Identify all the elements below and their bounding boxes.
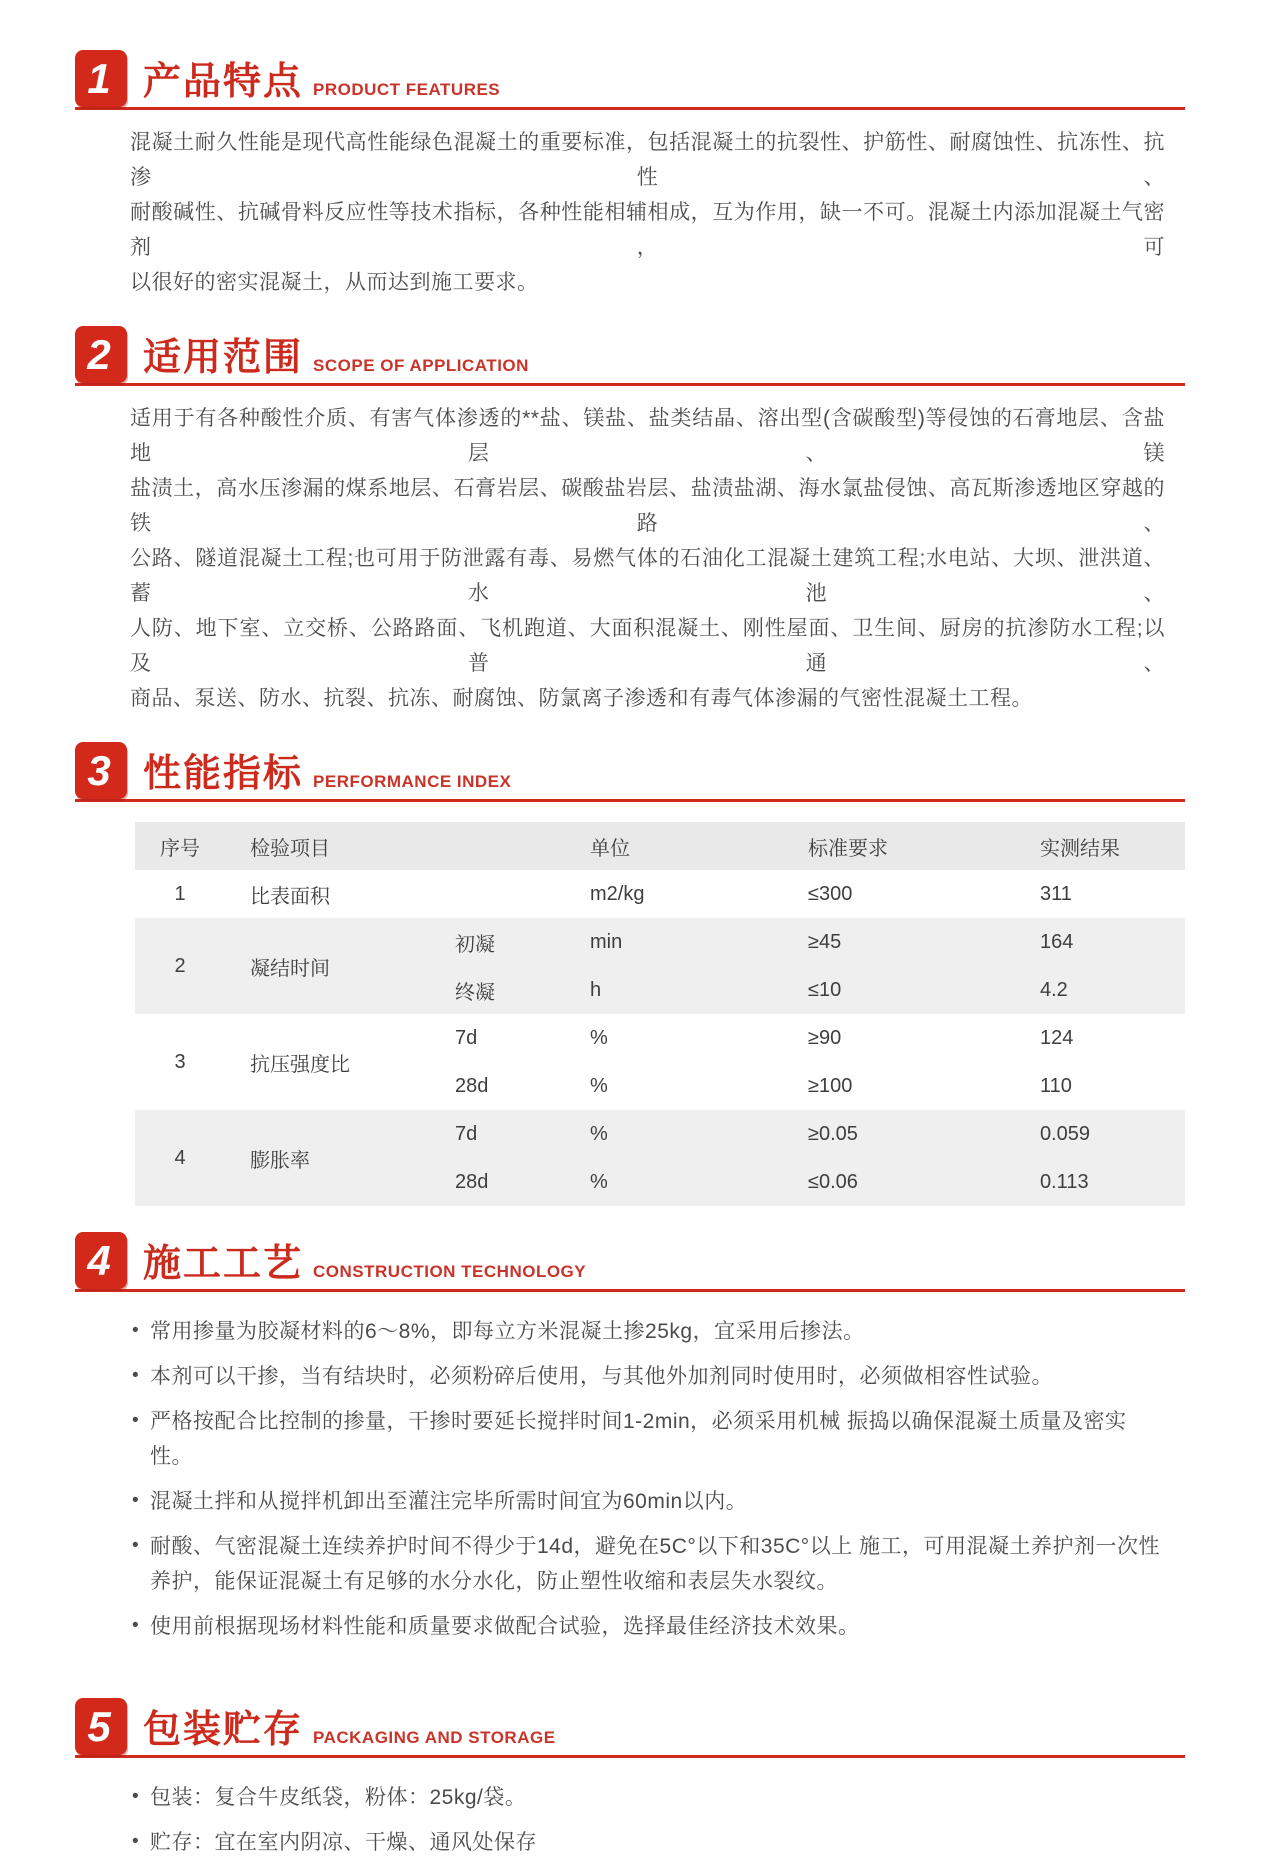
section-packaging-storage — [0, 1698, 1280, 1860]
result-cell: 0.113 — [1040, 1170, 1089, 1193]
bullet-item: • 使用前根据现场材料性能和质量要求做配合试验，选择最佳经济技术效果。 — [130, 1609, 1168, 1644]
section-title-cn: 适用范围 — [143, 337, 304, 379]
table-header-row — [135, 822, 1185, 870]
paragraph-line: 混凝土耐久性能是现代高性能绿色混凝土的重要标准，包括混凝土的抗裂性、护筋性、耐腐蚀性、抗冻性、抗渗性、 — [130, 131, 1165, 189]
sub-item-cell: 初凝 — [455, 933, 495, 956]
section-title-en: PRODUCT FEATURES — [313, 80, 501, 99]
paragraph-line: 人防、地下室、立交桥、公路路面、飞机跑道、大面积混凝土、刚性屋面、卫生间、厨房的抗渗防水工程;以及普通、 — [130, 617, 1165, 675]
requirement-cell: ≤300 — [808, 882, 853, 905]
section-title-en: PERFORMANCE INDEX — [313, 772, 512, 791]
unit-cell: % — [590, 1026, 608, 1049]
col-header: 检验项目 — [250, 837, 330, 860]
section-4-header — [75, 1232, 1185, 1292]
section-number: 5 — [87, 1702, 111, 1750]
construction-bullet-list — [130, 1314, 1168, 1644]
col-header: 序号 — [160, 837, 200, 860]
item-cell: 凝结时间 — [250, 957, 330, 980]
unit-cell: % — [590, 1122, 608, 1145]
section-title-cn: 产品特点 — [143, 61, 304, 103]
result-cell: 0.059 — [1040, 1122, 1091, 1145]
requirement-cell: ≥0.05 — [808, 1122, 858, 1145]
table-row — [135, 1110, 1185, 1206]
bullet-item: • 严格按配合比控制的掺量，干掺时要延长搅拌时间1-2min，必须采用机械 振捣以确保混凝土质量及密实性。 — [130, 1404, 1168, 1474]
bullet-item: • 贮存：宜在室内阴凉、干燥、通风处保存 — [130, 1825, 1168, 1860]
paragraph-line: 以很好的密实混凝土，从而达到施工要求。 — [130, 271, 539, 294]
section-2-header — [75, 326, 1185, 386]
col-header: 单位 — [590, 837, 630, 860]
performance-index-table — [135, 822, 1185, 1206]
section-title-cn: 包装贮存 — [143, 1709, 304, 1751]
unit-cell: h — [590, 978, 602, 1001]
requirement-cell: ≥90 — [808, 1026, 842, 1049]
table-row — [135, 918, 1185, 1014]
col-header: 标准要求 — [808, 837, 888, 860]
paragraph-line: 盐渍土，高水压渗漏的煤系地层、石膏岩层、碳酸盐岩层、盐渍盐湖、海水氯盐侵蚀、高瓦斯渗透地区穿越的铁路、 — [130, 477, 1165, 535]
section-4-number-badge — [75, 1232, 127, 1289]
result-cell: 311 — [1040, 882, 1072, 905]
item-cell: 抗压强度比 — [250, 1053, 350, 1076]
section-title-en: CONSTRUCTION TECHNOLOGY — [313, 1262, 587, 1281]
section-construction-technology — [0, 1232, 1280, 1644]
section-scope-of-application — [0, 326, 1280, 716]
unit-cell: % — [590, 1170, 608, 1193]
bullet-item: • 常用掺量为胶凝材料的6～8%，即每立方米混凝土掺25kg，宜采用后掺法。 — [130, 1314, 1168, 1349]
section-product-features — [0, 50, 1280, 300]
requirement-cell: ≤0.06 — [808, 1170, 858, 1193]
result-cell: 110 — [1040, 1074, 1072, 1097]
packaging-bullet-list — [130, 1780, 1168, 1860]
row-number-cell: 1 — [174, 882, 186, 905]
section-performance-index — [0, 742, 1280, 1206]
unit-cell: m2/kg — [590, 882, 645, 905]
section-title-en: PACKAGING AND STORAGE — [313, 1728, 556, 1747]
requirement-cell: ≥100 — [808, 1074, 853, 1097]
section-title-en: SCOPE OF APPLICATION — [313, 356, 529, 375]
section-2-number-badge — [75, 326, 127, 383]
paragraph-line: 适用于有各种酸性介质、有害气体渗透的**盐、镁盐、盐类结晶、溶出型(含碳酸型)等侵蚀的石膏地层、含盐地层、镁 — [130, 407, 1165, 465]
section-1-number-badge — [75, 50, 127, 107]
row-number-cell: 4 — [174, 1146, 186, 1169]
section-5-number-badge — [75, 1698, 127, 1755]
row-number-cell: 2 — [174, 954, 186, 977]
paragraph-line: 商品、泵送、防水、抗裂、抗冻、耐腐蚀、防氯离子渗透和有毒气体渗漏的气密性混凝土工程。 — [130, 687, 1033, 710]
section-3-number-badge — [75, 742, 127, 799]
bullet-item: • 包装：复合牛皮纸袋，粉体：25kg/袋。 — [130, 1780, 1168, 1815]
paragraph-line: 公路、隧道混凝土工程;也可用于防泄露有毒、易燃气体的石油化工混凝土建筑工程;水电站、大坝、泄洪道、蓄水池、 — [130, 547, 1165, 605]
bullet-item: • 本剂可以干掺，当有结块时，必须粉碎后使用，与其他外加剂同时使用时，必须做相容性试验。 — [130, 1359, 1168, 1394]
requirement-cell: ≥45 — [808, 930, 842, 953]
product-features-paragraph — [130, 125, 1165, 300]
bullet-item: • 耐酸、气密混凝土连续养护时间不得少于14d，避免在5C°以下和35C°以上 施工，可用混凝土养护剂一次性养护，能保证混凝土有足够的水分水化，防止塑性收缩和表层失水裂纹。 — [130, 1529, 1168, 1599]
col-header: 实测结果 — [1040, 837, 1120, 860]
result-cell: 124 — [1040, 1026, 1074, 1049]
section-number: 2 — [87, 330, 111, 378]
item-cell: 比表面积 — [250, 885, 330, 908]
row-number-cell: 3 — [174, 1050, 186, 1073]
section-title-cn: 性能指标 — [143, 753, 304, 795]
sub-item-cell: 终凝 — [455, 981, 495, 1004]
unit-cell: % — [590, 1074, 608, 1097]
scope-paragraph — [130, 401, 1165, 716]
sub-item-cell: 28d — [455, 1170, 489, 1193]
requirement-cell: ≤10 — [808, 978, 842, 1001]
item-cell: 膨胀率 — [250, 1149, 310, 1172]
table-row — [135, 870, 1185, 918]
sub-item-cell: 7d — [455, 1026, 478, 1049]
sub-item-cell: 28d — [455, 1074, 489, 1097]
result-cell: 4.2 — [1040, 978, 1068, 1001]
paragraph-line: 耐酸碱性、抗碱骨料反应性等技术指标，各种性能相辅相成，互为作用，缺一不可。混凝土内添加混凝土气密剂，可 — [130, 201, 1165, 259]
section-5-header — [75, 1698, 1185, 1758]
section-number: 4 — [87, 1236, 111, 1284]
sub-item-cell: 7d — [455, 1122, 478, 1145]
section-3-header — [75, 742, 1185, 802]
section-1-header — [75, 50, 1185, 110]
result-cell: 164 — [1040, 930, 1074, 953]
section-number: 3 — [87, 746, 111, 794]
section-number: 1 — [87, 54, 111, 102]
unit-cell: min — [590, 930, 623, 953]
table-row — [135, 1014, 1185, 1110]
bullet-item: • 混凝土拌和从搅拌机卸出至灌注完毕所需时间宜为60min以内。 — [130, 1484, 1168, 1519]
section-title-cn: 施工工艺 — [143, 1243, 304, 1285]
